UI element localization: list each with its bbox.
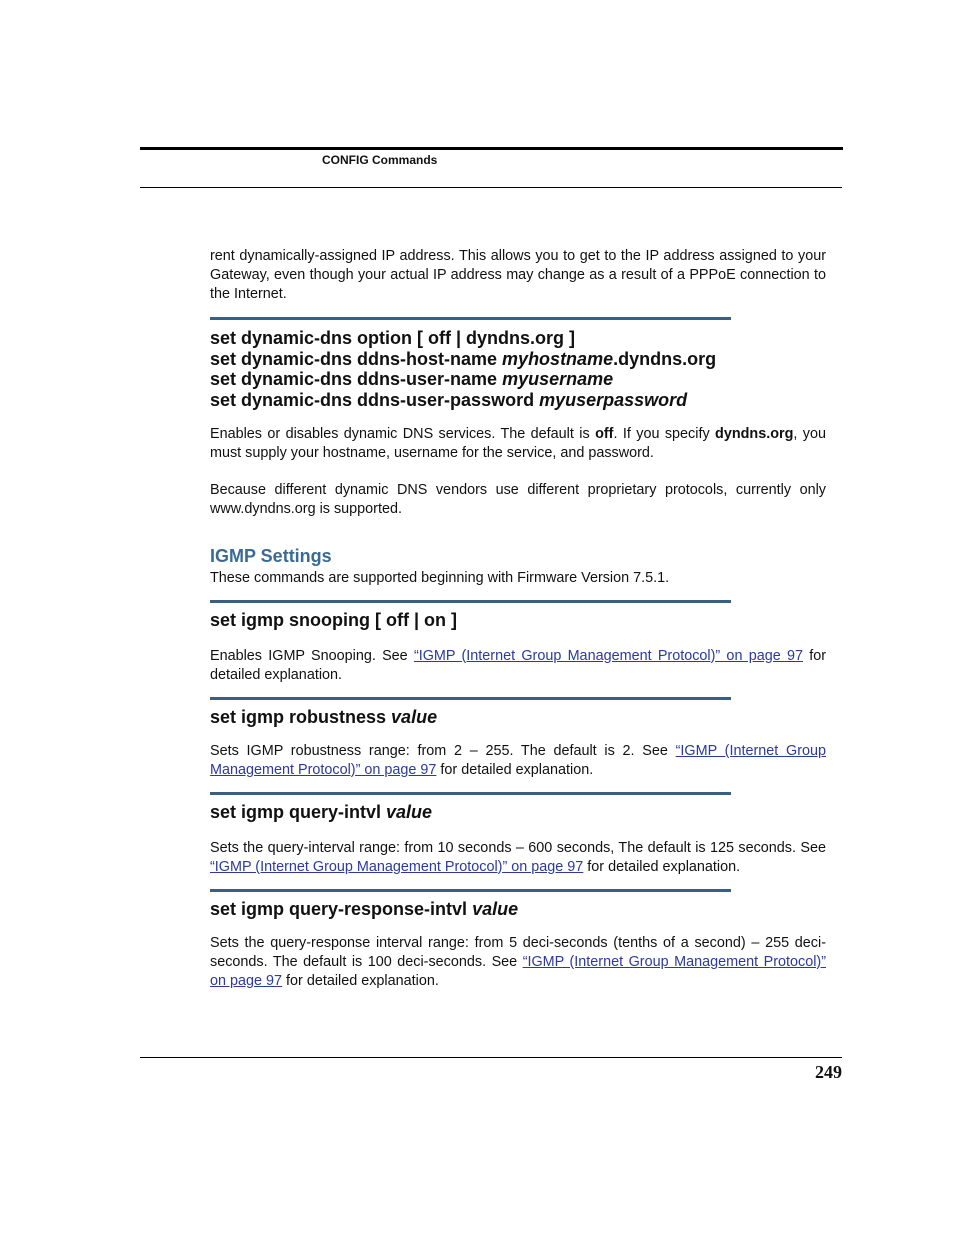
igmp-reference-link[interactable]: “IGMP (Internet Group Management Protocol)” on page 97: [210, 858, 584, 875]
text: for detailed explanation.: [282, 973, 439, 989]
ddns-description: [210, 425, 826, 463]
command-text: .dyndns.org: [613, 348, 717, 369]
ddns-note: Because different dynamic DNS vendors use different proprietary protocols, currently only www.dyndns.org is supported.: [210, 482, 826, 517]
command-argument: myhostname: [502, 348, 614, 369]
header-rule-top: [140, 147, 843, 150]
command-argument: value: [391, 706, 438, 727]
command-text: set igmp query-intvl: [210, 802, 387, 822]
igmp-reference-link[interactable]: “IGMP (Internet Group Management Protocol)” on page 97: [210, 954, 826, 989]
running-header: CONFIG Commands: [322, 153, 438, 167]
command-text: set dynamic-dns ddns-user-password: [210, 389, 540, 410]
text: Sets the query-response interval range: from 5 deci-seconds (tenths of a second) – 255 deci-seconds. The default is 100 deci-seconds. See: [210, 935, 826, 970]
page-number: 249: [815, 1062, 842, 1082]
text: for detailed explanation.: [436, 762, 594, 778]
ddns-option-command: set dynamic-dns option [ off | dyndns.org ]: [210, 328, 576, 348]
command-argument: myuserpassword: [539, 389, 688, 410]
command-argument: value: [472, 898, 519, 919]
igmp-query-intvl-description: [210, 839, 826, 877]
command-rule: [210, 600, 731, 603]
command-text: set dynamic-dns ddns-host-name: [210, 348, 503, 369]
igmp-snooping-description: [210, 647, 826, 685]
igmp-reference-link[interactable]: “IGMP (Internet Group Management Protocol)” on page 97: [413, 647, 803, 664]
igmp-section-title: IGMP Settings: [210, 546, 332, 566]
igmp-query-response-command: [210, 899, 826, 920]
command-rule: [210, 792, 731, 795]
command-rule: [210, 697, 731, 700]
page-content: [210, 247, 826, 991]
text: . If you specify: [613, 426, 716, 442]
ddns-password-command: [210, 390, 826, 411]
keyword-dyndns: dyndns.org: [715, 426, 794, 442]
text: , you must supply your hostname, username for the service, and password.: [210, 426, 827, 461]
text: Enables IGMP Snooping. See: [210, 647, 414, 664]
command-argument: myusername: [502, 369, 614, 389]
command-text: set igmp robustness: [210, 706, 392, 727]
text: Sets the query-interval range: from 10 seconds – 600 seconds, The default is 125 seconds. See: [210, 839, 826, 856]
text: for detailed explanation.: [210, 647, 827, 683]
igmp-reference-link[interactable]: “IGMP (Internet Group Management Protocol)” on page 97: [210, 743, 826, 778]
text: Sets IGMP robustness range: from 2 – 255. The default is 2. See: [210, 743, 676, 759]
command-rule: [210, 317, 731, 320]
text: for detailed explanation.: [583, 858, 741, 875]
igmp-query-intvl-command: [210, 802, 826, 823]
ddns-command-block: [210, 328, 826, 410]
igmp-snooping-command: set igmp snooping [ off | on ]: [210, 610, 457, 630]
header-rule-bottom: [140, 187, 842, 188]
igmp-intro: These commands are supported beginning with Firmware Version 7.5.1.: [210, 570, 670, 586]
igmp-query-response-description: [210, 934, 826, 991]
igmp-robustness-command: [210, 707, 826, 728]
command-rule: [210, 889, 731, 892]
command-text: set igmp query-response-intvl: [210, 898, 473, 919]
keyword-off: off: [595, 426, 614, 442]
ddns-user-command: [210, 369, 826, 390]
ddns-host-command: [210, 349, 826, 370]
command-text: set dynamic-dns ddns-user-name: [210, 369, 503, 389]
command-argument: value: [386, 802, 433, 822]
text: Enables or disables dynamic DNS services. The default is: [210, 426, 596, 442]
footer-rule: [140, 1057, 842, 1058]
intro-paragraph: rent dynamically-assigned IP address. This allows you to get to the IP address assigned to your Gateway, even though your actual IP address may change as a result of a PPPoE connection to the Internet.: [210, 248, 826, 302]
igmp-robustness-description: [210, 742, 826, 780]
